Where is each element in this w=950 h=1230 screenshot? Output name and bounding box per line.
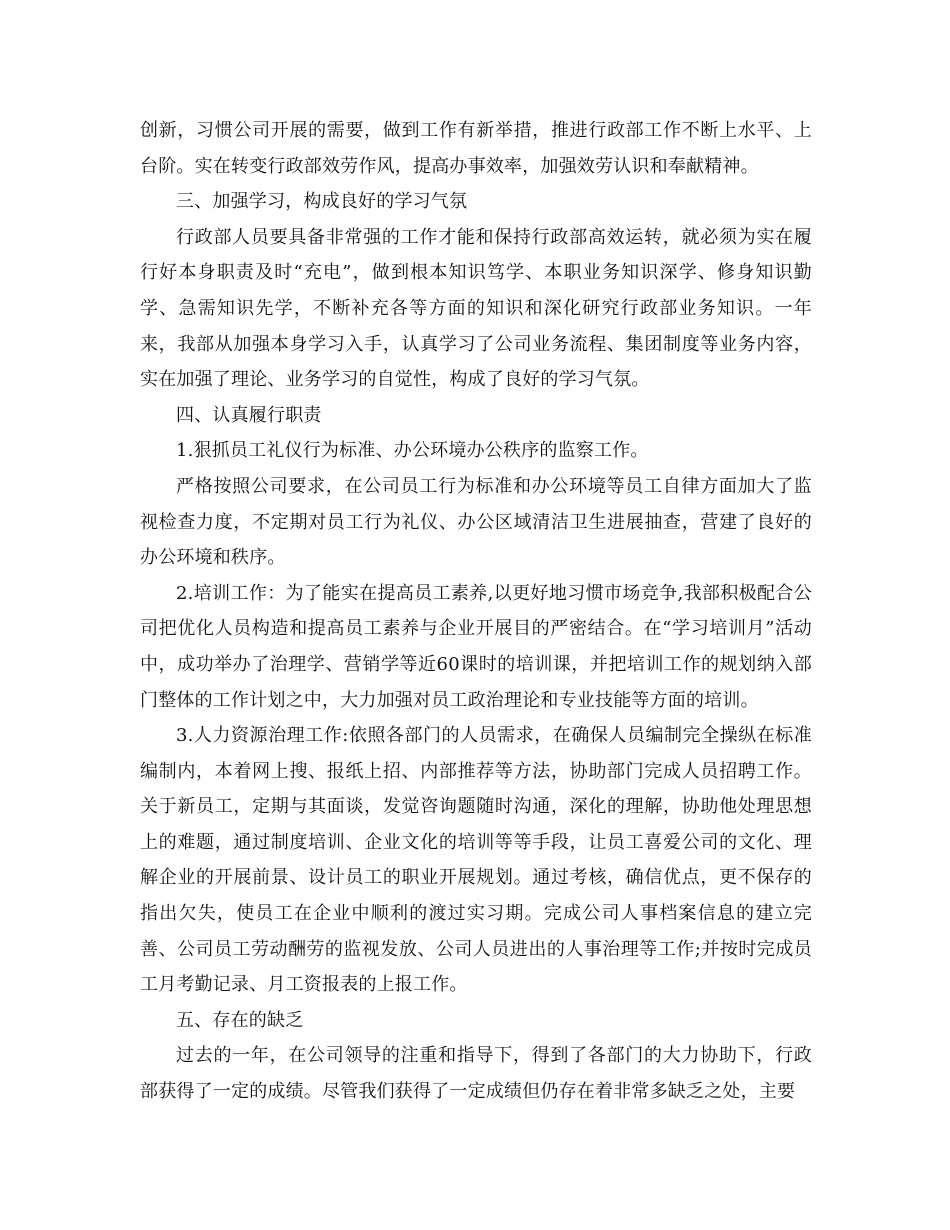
paragraph-shortcomings: 过去的一年，在公司领导的注重和指导下，得到了各部门的大力协助下，行政部获得了一定的成绩。尽管我们获得了一定成绩但仍存在着非常多缺乏之处，主要	[140, 1045, 812, 1103]
paragraph-hr-management: 3.人力资源治理工作:依照各部门的人员需求，在确保人员编制完全操纵在标准编制内，本着网上搜、报纸上招、内部推荐等方法，协助部门完成人员招聘工作。关于新员工，定期与其面谈，发觉咨询题随时沟通，深化的理解，协助他处理思想上的难题，通过制度培训、企业文化的培训等等手段，让员工喜爱公司的文化、理解企业的开展前景、设计员工的职业开展规划。通过考核，确信优点，更不保存的指出欠失，使员工在企业中顺利的渡过实习期。完成公司人事档案信息的建立完善、公司员工劳动酬劳的监视发放、公司人员进出的人事治理等工作;并按时完成员工月考勤记录、月工资报表的上报工作。	[140, 725, 812, 996]
document-body	[140, 113, 812, 1110]
paragraph-continuation: 创新，习惯公司开展的需要，做到工作有新举措，推进行政部工作不断上水平、上台阶。实在转变行政部效劳作风，提高办事效率，加强效劳认识和奉献精神。	[140, 120, 812, 177]
paragraph-supervision: 严格按照公司要求，在公司员工行为标准和办公环境等员工自律方面加大了监视检查力度，不定期对员工行为礼仪、办公区域清洁卫生进展抽查，营建了良好的办公环境和秩序。	[140, 475, 812, 569]
section-heading-5: 五、存在的缺乏	[176, 1009, 304, 1031]
paragraph-study: 行政部人员要具备非常强的工作才能和保持行政部高效运转，就必须为实在履行好本身职责及时“充电”，做到根本知识笃学、本职业务知识深学、修身知识勤学、急需知识先学，不断补充各等方面的知识和深化研究行政部业务知识。一年来，我部从加强本身学习入手，认真学习了公司业务流程、集团制度等业务内容，实在加强了理论、业务学习的自觉性，构成了良好的学习气氛。	[140, 226, 812, 391]
section-heading-3: 三、加强学习，构成良好的学习气氛	[176, 191, 468, 213]
paragraph-training: 2.培训工作：为了能实在提高员工素养,以更好地习惯市场竞争,我部积极配合公司把优化人员构造和提高员工素养与企业开展目的严密结合。在“学习培训月”活动中，成功举办了治理学、营销学等近60课时的培训课，并把培训工作的规划纳入部门整体的工作计划之中，大力加强对员工政治理论和专业技能等方面的培训。	[140, 582, 812, 711]
subheading-item-1: 1.狠抓员工礼仪行为标准、办公环境办公秩序的监察工作。	[176, 440, 649, 462]
section-heading-4: 四、认真履行职责	[176, 404, 322, 426]
